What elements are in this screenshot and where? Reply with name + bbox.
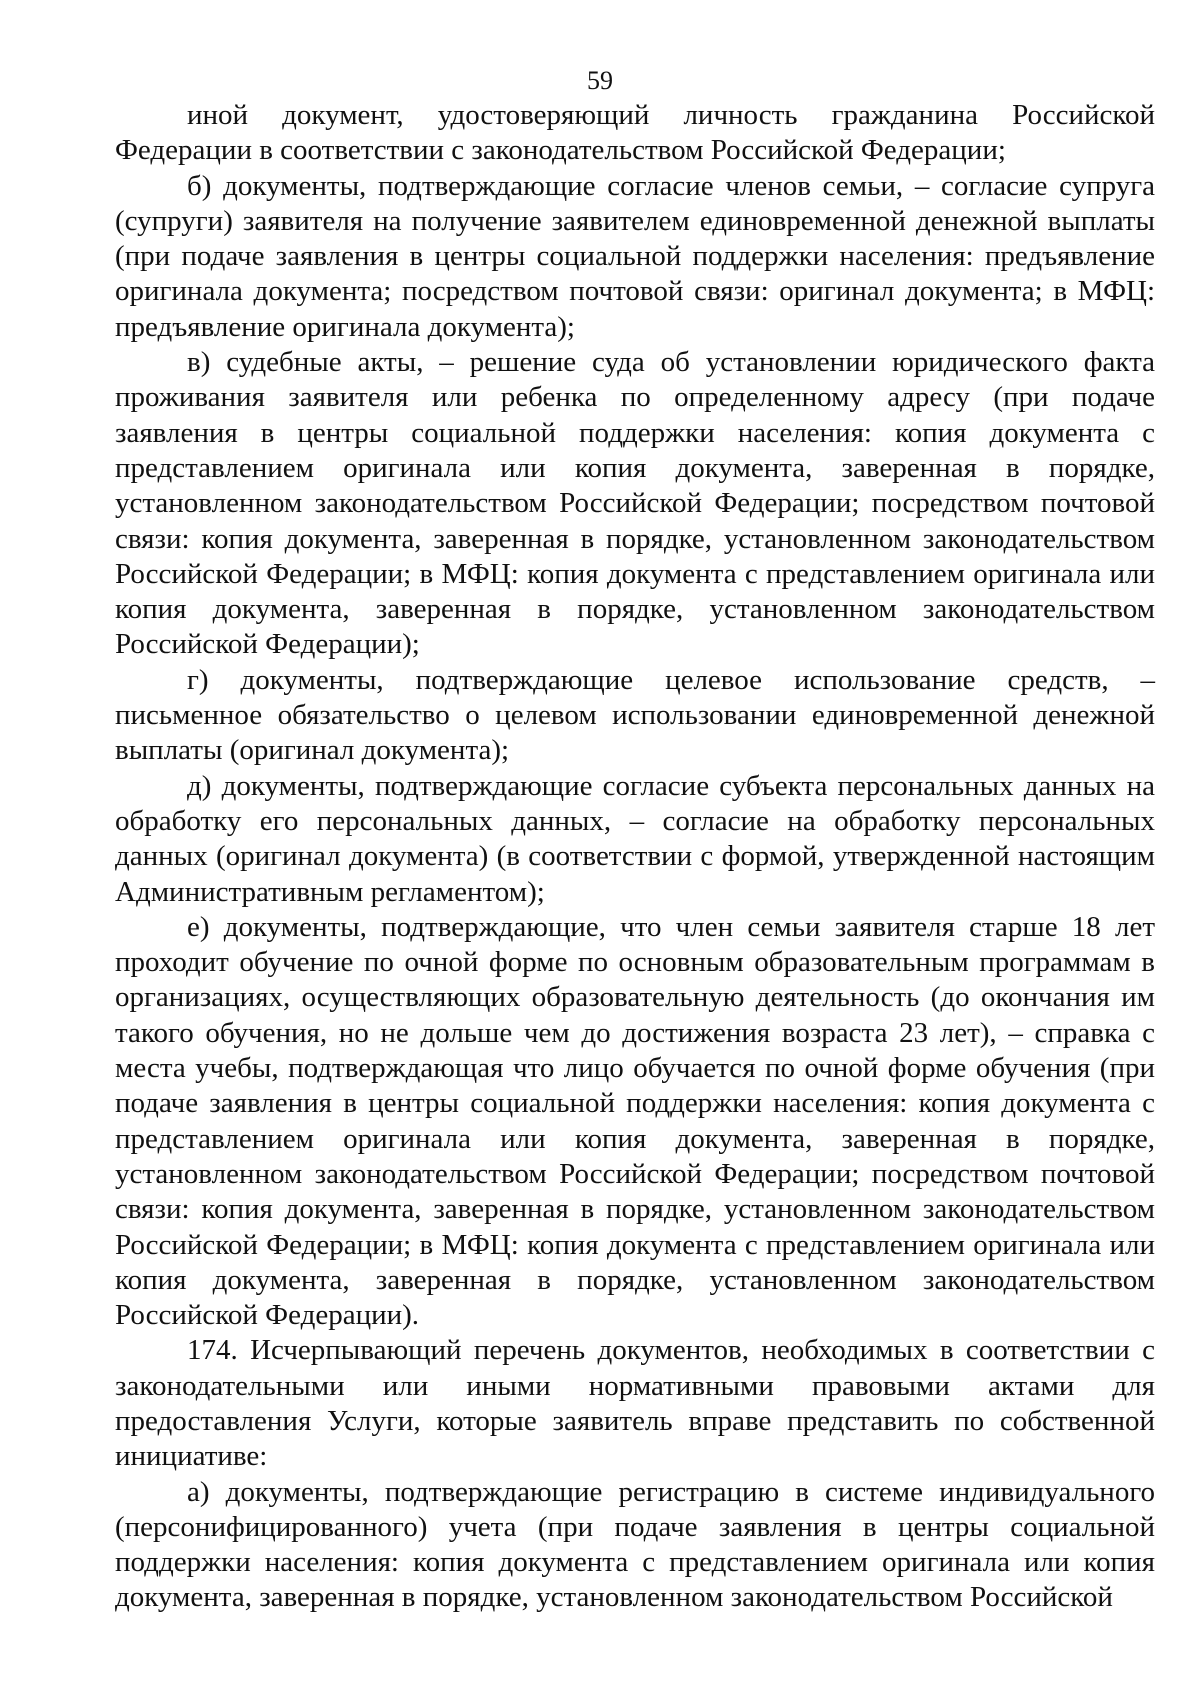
paragraph-174-document-list: 174. Исчерпывающий перечень документов, необходимых в соответствии с законодательными или иными нормативными правовыми актами для предоставления Услуги, которые заявитель вправе представить по собственной инициативе:	[115, 1334, 1155, 1473]
paragraph-v-court-acts: в) судебные акты, – решение суда об установлении юридического факта проживания заявителя или ребенка по определенному адресу (при подаче заявления в центры социальной поддержки населения: копия документа с представлением оригинала или копия документа, заверенная в порядке, установленном законодательством Российской Федерации; посредством почтовой связи: копия документа, заверенная в порядке, установленном законодательством Российской Федерации; в МФЦ: копия документа с представлением оригинала или копия документа, заверенная в порядке, установленном законодательством Российской Федерации);	[115, 346, 1155, 661]
paragraph-e-education-certificate: е) документы, подтверждающие, что член семьи заявителя старше 18 лет проходит обучение по очной форме по основным образовательным программам в организациях, осуществляющих образовательную деятельность (до окончания им такого обучения, но не дольше чем до достижения возраста 23 лет), – справка с места учебы, подтверждающая что лицо обучается по очной форме обучения (при подаче заявления в центры социальной поддержки населения: копия документа с представлением оригинала или копия документа, заверенная в порядке, установленном законодательством Российской Федерации; посредством почтовой связи: копия документа, заверенная в порядке, установленном законодательством Российской Федерации; в МФЦ: копия документа с представлением оригинала или копия документа, заверенная в порядке, установленном законодательством Российской Федерации).	[115, 910, 1155, 1332]
page-number: 59	[587, 66, 613, 95]
paragraph-d-personal-data-consent: д) документы, подтверждающие согласие субъекта персональных данных на обработку его персональных данных, – согласие на обработку персональных данных (оригинал документа) (в соответствии с формой, утвержденной настоящим Административным регламентом);	[115, 769, 1155, 908]
document-body	[115, 98, 1155, 1616]
paragraph-a-registration: а) документы, подтверждающие регистрацию в системе индивидуального (персонифицированного) учета (при подаче заявления в центры социальной поддержки населения: копия документа с представлением оригинала или копия документа, заверенная в порядке, установленном законодательством Российской	[115, 1475, 1155, 1614]
paragraph-identity-document: иной документ, удостоверяющий личность гражданина Российской Федерации в соответствии с законодательством Российской Федерации;	[115, 99, 1155, 167]
paragraph-g-targeted-use: г) документы, подтверждающие целевое использование средств, – письменное обязательство о целевом использовании единовременной денежной выплаты (оригинал документа);	[115, 663, 1155, 767]
paragraph-b-family-consent: б) документы, подтверждающие согласие членов семьи, – согласие супруга (супруги) заявителя на получение заявителем единовременной денежной выплаты (при подаче заявления в центры социальной поддержки населения: предъявление оригинала документа; посредством почтовой связи: оригинал документа; в МФЦ: предъявление оригинала документа);	[115, 169, 1155, 343]
